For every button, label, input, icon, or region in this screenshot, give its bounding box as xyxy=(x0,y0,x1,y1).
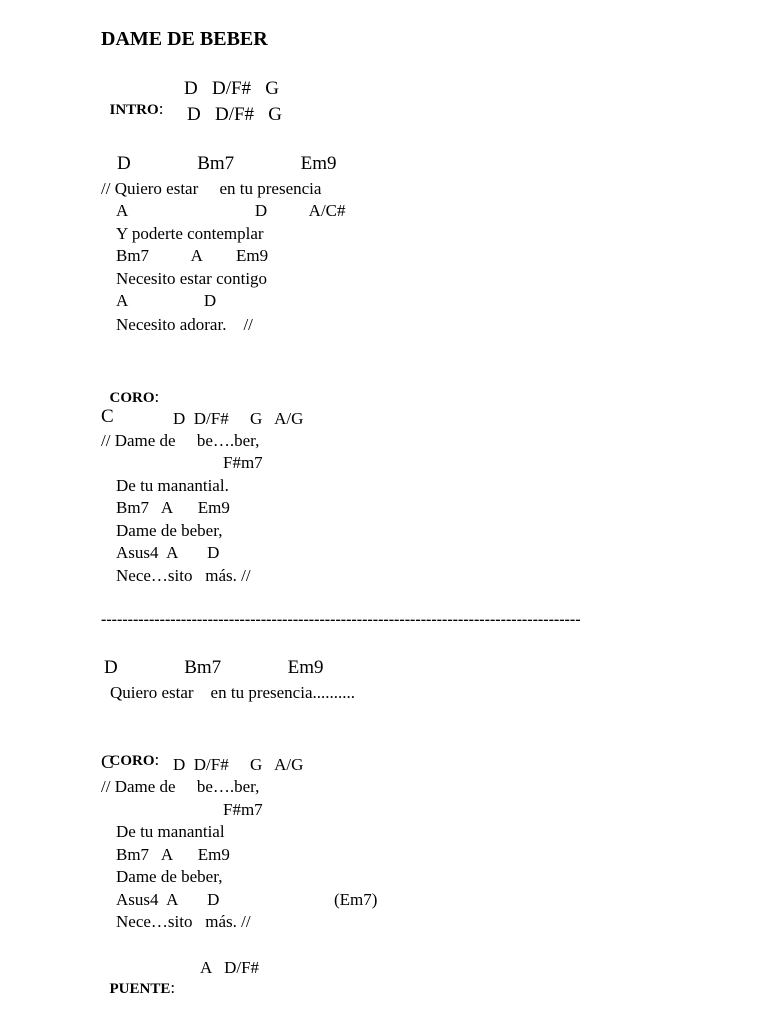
chorus2-lyric-1: // Dame de be….ber, xyxy=(101,777,260,796)
chorus2-lyric-4: Nece…sito más. // xyxy=(116,912,251,931)
chorus1-chords-3: Bm7 A Em9 xyxy=(116,498,230,517)
chorus2-lyric-2: De tu manantial xyxy=(116,822,225,841)
chorus2-chords-4: Asus4 A D xyxy=(116,890,220,909)
intro-colon: : xyxy=(158,99,164,118)
verse-lyric-2: Y poderte contemplar xyxy=(116,224,264,243)
verse-chords-3: Bm7 A Em9 xyxy=(116,246,269,265)
chorus1-colon: : xyxy=(154,387,160,406)
bridge-chords: A D/F# xyxy=(200,958,260,977)
chorus2-colon: : xyxy=(154,750,160,769)
chorus2-lyric-3: Dame de beber, xyxy=(116,867,223,886)
chorus2-chords-1: D D/F# G A/G xyxy=(173,755,304,774)
intro-chords-line1: D D/F# G xyxy=(184,78,280,99)
chorus2-chords-2: F#m7 xyxy=(223,800,263,819)
chorus2-chord-c: C xyxy=(101,752,114,773)
intro-label: INTRO xyxy=(109,102,159,118)
chorus1-chords-4: Asus4 A D xyxy=(116,543,220,562)
chorus1-heading xyxy=(101,367,159,408)
chorus2-chords-3: Bm7 A Em9 xyxy=(116,845,230,864)
chorus1-lyric-1: // Dame de be….ber, xyxy=(101,431,260,450)
intro-section xyxy=(101,79,163,120)
verse-lyric-1: // Quiero estar en tu presencia xyxy=(101,179,322,198)
bridge-colon: : xyxy=(170,978,176,997)
chorus1-chords-2: F#m7 xyxy=(223,453,263,472)
chorus1-chords-1: D D/F# G A/G xyxy=(173,409,304,428)
chorus1-lyric-3: Dame de beber, xyxy=(116,521,223,540)
reprise-chords: D Bm7 Em9 xyxy=(104,657,324,678)
verse-chords-2: A D A/C# xyxy=(116,201,346,220)
bridge-heading xyxy=(101,958,175,999)
song-title: DAME DE BEBER xyxy=(101,28,268,50)
verse-chords-4: A D xyxy=(116,291,217,310)
section-divider: ------------------------------------------------------------------------------------------ xyxy=(101,611,581,628)
chorus1-chord-c: C xyxy=(101,406,114,427)
chorus1-label: CORO xyxy=(109,390,155,406)
chorus2-label: CORO xyxy=(109,753,155,769)
verse-lyric-4: Necesito adorar. // xyxy=(116,315,253,334)
intro-chords-line2: D D/F# G xyxy=(187,104,283,125)
bridge-label: PUENTE xyxy=(109,981,171,997)
reprise-lyric: Quiero estar en tu presencia.......... xyxy=(110,683,355,702)
chorus1-lyric-4: Nece…sito más. // xyxy=(116,566,251,585)
chorus2-chord-em7: (Em7) xyxy=(334,890,378,909)
verse-lyric-3: Necesito estar contigo xyxy=(116,269,268,288)
verse-chords-1: D Bm7 Em9 xyxy=(117,153,337,174)
chorus1-lyric-2: De tu manantial. xyxy=(116,476,229,495)
